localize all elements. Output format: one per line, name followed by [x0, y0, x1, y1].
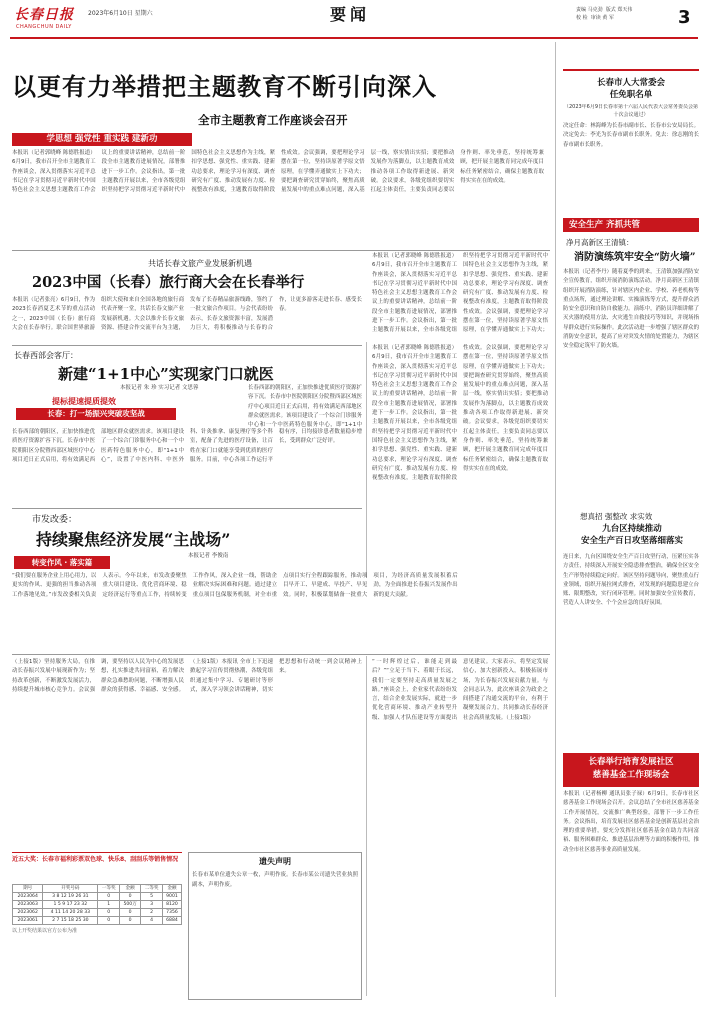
safety-band-text: 安全生产 齐抓共管	[569, 220, 640, 230]
table-header-row	[13, 885, 182, 893]
personnel-box	[563, 69, 699, 214]
table-header-cell: 期号	[13, 885, 43, 893]
table-cell: 2023061	[13, 917, 43, 925]
lead-subhead: 全市主题教育工作座谈会召开	[198, 113, 348, 127]
culture-headline: 2023中国（长春）旅行商大会在长春举行	[32, 274, 305, 291]
personnel-title: 长春市人大常委会 任免职名单	[596, 78, 665, 100]
middle-column-body: 本报讯（记者郭晓峰 陈德胜报道）6月9日，我市召开全市主题教育工作座谈会，深入贯彻落实习近平总书记在学习贯彻习近平新时代中国特色社会主义思想主题教育工作会议上的重要讲话精神，总结前一阶段全市主题教育进展情况，部署推进下一步工作。会议指出，第一批主题教育开展以来，全市各级党组织坚持把学习贯彻习近平新时代中国特色社会主义思想作为主线，紧扣学思想、强党性、重实践、建新功总要求，理论学习有深度、调查研究有广度、推动发展有力度、检视整改有准度，主题教育取得阶段性成效。会议强调，要把理论学习摆在第一位，坚持读原著学原文悟原理，在学懂弄通做实上下功夫；要把调查研究贯穿始终，聚焦高质量发展中的重点难点问题，深入基层一线，察实情出实招；要把推动发展作为落脚点，以主题教育成效推动各项工作取得新进展、新突破。会议要求，各级党组织要切实扛起主体责任，主要负责同志要以身作则、率先垂范，坚持统筹兼顾，把开展主题教育同完成年度目标任务紧密结合，确保主题教育取得实实在在的成效。	[372, 345, 548, 482]
safety-body: 本报讯（记者李丹）随着夏季的到来，王清镇加强消防安全宣传教育，组织开展消防演练活动。净月高新区王清镇组织开展消防演练，针对辖区内企业、学校、养老机构等重点场所，通过理论讲解、实操演练等方式，提升群众消防安全意识和自防自救能力。演练中，消防员详细讲解了灭火器的使用方法、火灾逃生自救技巧等知识，并现场指导群众进行实际操作。此次活动进一步增强了辖区群众的消防安全意识，提高了应对突发火情的处置能力，为辖区安全稳定筑牢了防火墙。	[563, 269, 699, 350]
west-band-kicker: 提标提速提质提效	[52, 397, 116, 406]
table-cell: 2	[141, 909, 163, 917]
west-band-title	[16, 408, 176, 420]
west-band	[12, 396, 252, 424]
table-cell: 2023064	[13, 893, 43, 901]
lower-column-body: （上接1版）坚持服务大局，在推动长春振兴发展中展现新作为；坚持改革创新，不断激发发展活力，持续提升城市核心竞争力。会议强调，要坚持以人民为中心的发展思想，扎实推进共同富裕，着力解决群众急难愁盼问题，不断增强人民群众的获得感、幸福感、安全感。（上接1版）本报讯 全市上下迅速掀起学习宣传贯彻热潮，各级党组织通过集中学习、专题研讨等形式，深入学习领会讲话精神，切实把思想和行动统一到会议精神上来。	[12, 659, 362, 693]
table-cell: 0	[120, 893, 141, 901]
newspaper-logo: 长春日报	[14, 7, 74, 23]
west-byline: 本报记者 朱 珍 实习记者 文思蓉	[120, 385, 199, 391]
section-title: 要闻	[330, 5, 371, 24]
west-kicker: 长春西部会客厅：	[14, 351, 78, 360]
city-band	[14, 556, 110, 569]
west-body-right: 长春西部的朝阳区，正加快推进优质医疗资源扩容下沉。长春市中医院朝阳区分院暨西部区域医疗中心项目近日正式启用，将有效满足西部地区群众就医需求。该项目建设了一个综合门诊服务中心和一个中医药特色服务中心，即“1+1中	[248, 385, 362, 428]
table-row	[13, 909, 182, 917]
city-band-text: 转变作风 · 落实篇	[31, 558, 93, 567]
lower-center-body: “一时辉煌过后，谁能走到最后？”“立足于当下、着眼于长远，我们一定要坚持走高质量发展之路。”座谈会上，企业家代表纷纷发言，结合企业发展实际，就进一步优化营商环境、推动产业转型升级、加强人才队伍建设等方面提出意见建议。大家表示，将坚定发展信心，加大创新投入，积极拓展市场，为长春振兴发展贡献力量。与会同志认为，此次座谈会为政企之间搭建了沟通交流的平台，有利于凝聚发展合力，共同推动长春经济社会高质量发展。（上接1版）	[372, 659, 548, 721]
table-cell: 8120	[162, 901, 181, 909]
west-band-title-text: 长春：打一场振兴突破攻坚战	[47, 409, 145, 418]
west-body: 长春西部的朝阳区，正加快推进优质医疗资源扩容下沉。长春市中医院朝阳区分院暨西部区域医疗中心项目近日正式启用，将有效满足西部地区群众就医需求。该项目建设了一个综合门诊服务中心和一个中医药特色服务中心，即“1+1中心”，设置了中医内科、中医外科、针灸推拿、康复理疗等多个科室，配备了先进的医疗设备，让百姓在家门口就能享受到优质的医疗服务。目前，中心各项工作运行平稳有序，日均接诊患者数量稳步增长，受到群众广泛好评。	[12, 429, 362, 463]
issue-date: 2023年6月10日 星期六	[88, 10, 153, 17]
table-cell: 1	[98, 901, 120, 909]
lead-body: 本报讯（记者郭晓峰 陈德胜报道）6月9日，我市召开全市主题教育工作座谈会，深入贯彻落实习近平总书记在学习贯彻习近平新时代中国特色社会主义思想主题教育工作会议上的重要讲话精神，总结前一阶段全市主题教育进展情况，部署推进下一步工作。会议指出，第一批主题教育开展以来，全市各级党组织坚持把学习贯彻习近平新时代中国特色社会主义思想作为主线，紧扣学思想、强党性、重实践、建新功总要求，理论学习有深度、调查研究有广度、推动发展有力度、检视整改有准度，主题教育取得阶段性成效。会议强调，要把理论学习摆在第一位，坚持读原著学原文悟原理，在学懂弄通做实上下功夫；要把调查研究贯穿始终，聚焦高质量发展中的重点难点问题，深入基层一线，察实情出实招；要把推动发展作为落脚点，以主题教育成效推动各项工作取得新进展、新突破。会议要求，各级党组织要切实扛起主体责任，主要负责同志要以身作则、率先垂范，坚持统筹兼顾，把开展主题教育同完成年度目标任务紧密结合，确保主题教育取得实实在在的成效。	[12, 150, 544, 194]
table-cell: 5	[141, 893, 163, 901]
table-cell: 2 7 15 18 25 30	[43, 917, 98, 925]
newspaper-logo-en: CHANGCHUN DAILY	[16, 24, 72, 30]
table-header-cell: 金额	[162, 885, 181, 893]
personnel-subtitle: （2023年6月9日长春市第十六届人民代表大会常务委员会第十次会议通过）	[563, 104, 699, 118]
ad-body: 长春市某单位遗失公章一枚，声明作废。长春市某公司遗失营业执照副本，声明作废。	[192, 872, 358, 888]
safety-body2: 连日来，九台区围绕安全生产百日攻坚行动，压紧压实各方责任，持续深入开展安全隐患排查整治，确保全区安全生产形势持续稳定向好。该区坚持问题导向，聚焦重点行业领域，组织开展拉网式排查，对发现的问题隐患建立台账、限期整改，实行闭环管理。同时加强安全宣传教育，营造人人讲安全、个个会应急的良好氛围。	[563, 554, 699, 607]
table-cell: 7356	[162, 909, 181, 917]
table-cell: 500万	[120, 901, 141, 909]
ad-title: 遗失声明	[259, 857, 291, 866]
lottery-box	[12, 852, 182, 1000]
charity-headline: 长春举行培育发展社区 慈善基金工作现场会	[588, 757, 674, 780]
west-headline: 新建“1+1中心”实现家门口就医	[58, 365, 274, 383]
table-row	[13, 901, 182, 909]
table-header-cell: 开奖号码	[43, 885, 98, 893]
city-byline: 本报记者 李俊南	[188, 553, 229, 559]
personnel-body: 决定任命：林海峰为长春市副市长、长春市公安局局长。决定免去：李光为长春市副市长职务。免去：徐志刚的长春市副市长职务。	[563, 123, 699, 148]
lead-band	[12, 133, 192, 146]
table-cell: 4 11 14 20 28 33	[43, 909, 98, 917]
table-cell: 0	[120, 917, 141, 925]
safety-kicker: 净月高新区王清镇：	[566, 238, 634, 247]
lead-body-cont: 本报讯（记者郭晓峰 陈德胜报道）6月9日，我市召开全市主题教育工作座谈会，深入贯彻落实习近平总书记在学习贯彻习近平新时代中国特色社会主义思想主题教育工作会议上的重要讲话精神，总结前一阶段全市主题教育进展情况，部署推进下一步工作。会议指出，第一批主题教育开展以来，全市各级党组织坚持把学习贯彻习近平新时代中国特色社会主义思想作为主线，紧扣学思想、强党性、重实践、建新功总要求，理论学习有深度、调查研究有广度、推动发展有力度、检视整改有准度，主题教育取得阶段性成效。会议强调，要把理论学习摆在第一位，坚持读原著学原文悟原理，在学懂弄通做实上下功夫；	[372, 253, 548, 334]
table-row	[13, 917, 182, 925]
table-cell: 0	[98, 909, 120, 917]
table-cell: 0	[120, 909, 141, 917]
editor-credits: 责编 马克劲 版式 郑天伟 校 检 审读 黄 军	[576, 7, 633, 21]
table-cell: 6884	[162, 917, 181, 925]
table-header-cell: 二等奖	[141, 885, 163, 893]
city-body: “我们要在服务企业上用心用力，以更实的作风、更强的担当推动各项工作落地见效。”市发改委相关负责人表示。今年以来，市发改委聚焦重大项目建设、优化营商环境、稳定经济运行等重点工作，持续转变工作作风，深入企业一线，帮助企业解决实际困难和问题。通过建立重点项目包保服务机制，对全市重点项目实行全程跟踪服务，推动项目早开工、早建成、早投产、早见效。同时，积极谋划储备一批重大项目，为经济高质量发展积蓄后劲，为全面推进长春振兴发展作出新的更大贡献。	[12, 573, 458, 598]
table-header-cell: 一等奖	[98, 885, 120, 893]
city-kicker: 市发改委：	[32, 515, 78, 525]
table-cell: 0	[98, 917, 120, 925]
table-cell: 3 8 12 19 26 31	[43, 893, 98, 901]
table-cell: 2023063	[13, 901, 43, 909]
culture-kicker: 共话长春文旅产业发展新机遇	[148, 259, 252, 268]
culture-body: 本报讯（记者张亮）6月9日，作为2023长春消夏艺术节的重点活动之一，2023中国（长春）旅行商大会在长春举行。联合国世界旅游组织大使和来自全国各地的旅行商代表齐聚一堂，共话长春文旅产业发展新机遇。大会以推介长春文旅资源、搭建合作交流平台为主题，发布了长春精品旅游线路，签约了一批文旅合作项目。与会代表纷纷表示，长春文旅资源丰富，发展潜力巨大，将积极推动与长春的合作，让更多游客走进长春、感受长春。	[12, 297, 362, 331]
safety-kicker2: 想真招 强整改 求实效	[580, 512, 653, 521]
charity-body: 本报讯（记者杨柳 通讯员张子禄）6月9日，长春市社区慈善基金工作现场会召开。会议总结了全市社区慈善基金工作开展情况，交流推广典型经验，部署下一步工作任务。会议指出，培育发展社区慈善基金是创新基层社会治理的重要举措，要充分发挥社区慈善基金在助力共同富裕、服务困难群众、推进基层治理等方面的积极作用，推动全市社区慈善事业高质量发展。	[563, 791, 699, 853]
lead-headline: 以更有力举措把主题教育不断引向深入	[12, 72, 437, 101]
table-cell: 9001	[162, 893, 181, 901]
table-row	[13, 893, 182, 901]
table-header-cell: 金额	[120, 885, 141, 893]
table-cell: 2023062	[13, 909, 43, 917]
safety-headline: 消防演练筑牢安全“防火墙”	[574, 252, 696, 263]
charity-band	[563, 753, 699, 787]
lead-band-text: 学思想 强党性 重实践 建新功	[46, 134, 158, 144]
city-headline: 持续聚焦经济发展“主战场”	[36, 530, 231, 549]
table-cell: 3	[141, 901, 163, 909]
lottery-table	[12, 884, 182, 925]
page-number: 3	[678, 7, 691, 28]
table-cell: 4	[141, 917, 163, 925]
lottery-footer: 以上开奖结果以官方公布为准	[12, 928, 78, 934]
safety-band	[563, 218, 699, 232]
table-cell: 0	[98, 893, 120, 901]
ad-box	[188, 852, 362, 1000]
safety-headline2: 九台区持续推动 安全生产百日攻坚落细落实	[580, 524, 683, 546]
table-cell: 1 5 9 17 23 32	[43, 901, 98, 909]
lottery-title: 近五大奖：长春市福利彩票双色球、快乐8、刮刮乐等销售情况	[12, 856, 179, 863]
